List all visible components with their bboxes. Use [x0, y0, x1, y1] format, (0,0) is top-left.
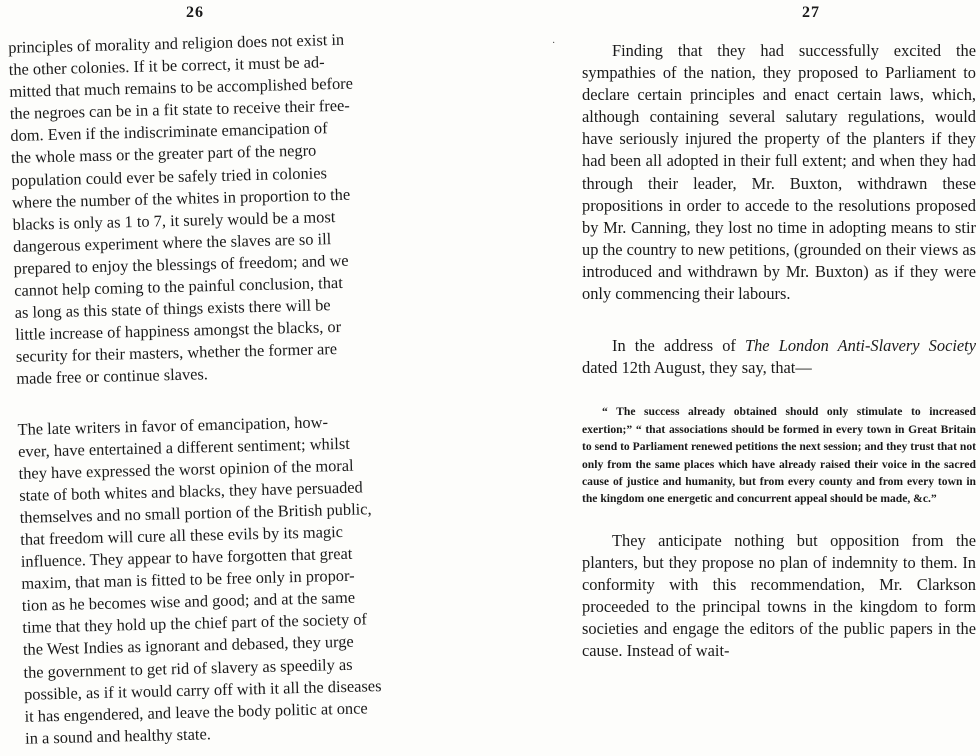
- left-paragraph-1: principles of morality and religion does not exist in the other colonies. If it be correct, it must be ad- mitted that much remains to be accomplished before the negroes can be in a fit state to receive their free- dom. Even if the indiscriminate emancipation of the whole mass or the greater part of the negro population could ever be safely tried in colonies where the number of the whites in proportion to the blacks is only as 1 to 7, it surely would be a most dangerous experiment where the slaves are so ill prepared to enjoy the blessings of freedom; and we cannot help coming to the painful conclusion, that as long as this state of things exists there will be little increase of happiness amongst the blacks, or security for their masters, whether the former are made free or continue slaves.: [8, 29, 354, 389]
- right-paragraph-1: Finding that they had successfully excited the sympathies of the nation, they proposed to Parliament to declare certain principles and enact certain laws, which, although containing several salutary regulations, would have seriously injured the property of the planters if they had been all adopted in their full extent; and when they had through their leader, Mr. Buxton, withdrawn these propositions in order to accede to the resolutions proposed by Mr. Canning, they lost no time in adopting means to stir up the country to new petitions, (grounded on their views as introduced and withdrawn by Mr. Buxton) as if they were only commencing their labours.: [582, 41, 976, 304]
- scan-speck: ·: [552, 38, 556, 49]
- left-paragraph-2: The late writers in favor of emancipation, how- ever, have entertained a different sentiment; whilst they have expressed the worst opinion of the moral state of both whites and blacks, they have persuaded themselves and no small portion of the British public, that freedom will cure all these evils by its magic influence. They appear to have forgotten that great maxim, that man is fitted to be free only in propor- tion as he becomes wise and good; and at the same time that they hold up the chief part of the society of the West Indies as ignorant and debased, they urge the government to get rid of slavery as speedily as possible, as if it would carry off with it all the diseases it has engendered, and leave the body politic at once in a sound and healthy state.: [17, 411, 382, 748]
- page-number-right: 27: [802, 4, 820, 21]
- right-paragraph-3: They anticipate nothing but opposition from the planters, but they propose no plan of indemnity to them. In conformity with this recommendation, Mr. Clarkson proceeded to the principal towns in the kingdom to form societies and engage the editors of the public papers in the cause. Instead of wait-: [582, 530, 976, 661]
- left-page: [0, 0, 460, 756]
- society-name: The London Anti-Slavery Society: [745, 336, 976, 356]
- address-paragraph: [582, 335, 976, 379]
- right-page: [552, 0, 980, 756]
- right-page-body: [582, 40, 976, 662]
- left-page-body: [8, 26, 455, 749]
- address-intro: In the address of: [612, 336, 745, 356]
- address-rest: dated 12th August, they say, that—: [582, 358, 812, 378]
- block-quote: “ The success already obtained should only stimulate to increased exertion;” “ that associations should be formed in every town in Great Britain to send to Parliament renewed petitions the next session; and they trust that not only from the same places which have already raised their voice in the sacred cause of justice and humanity, but from every county and from every town in the kingdom one energetic and concurrent appeal should be made, &c.”: [582, 405, 976, 506]
- page-number-left: 26: [186, 4, 204, 21]
